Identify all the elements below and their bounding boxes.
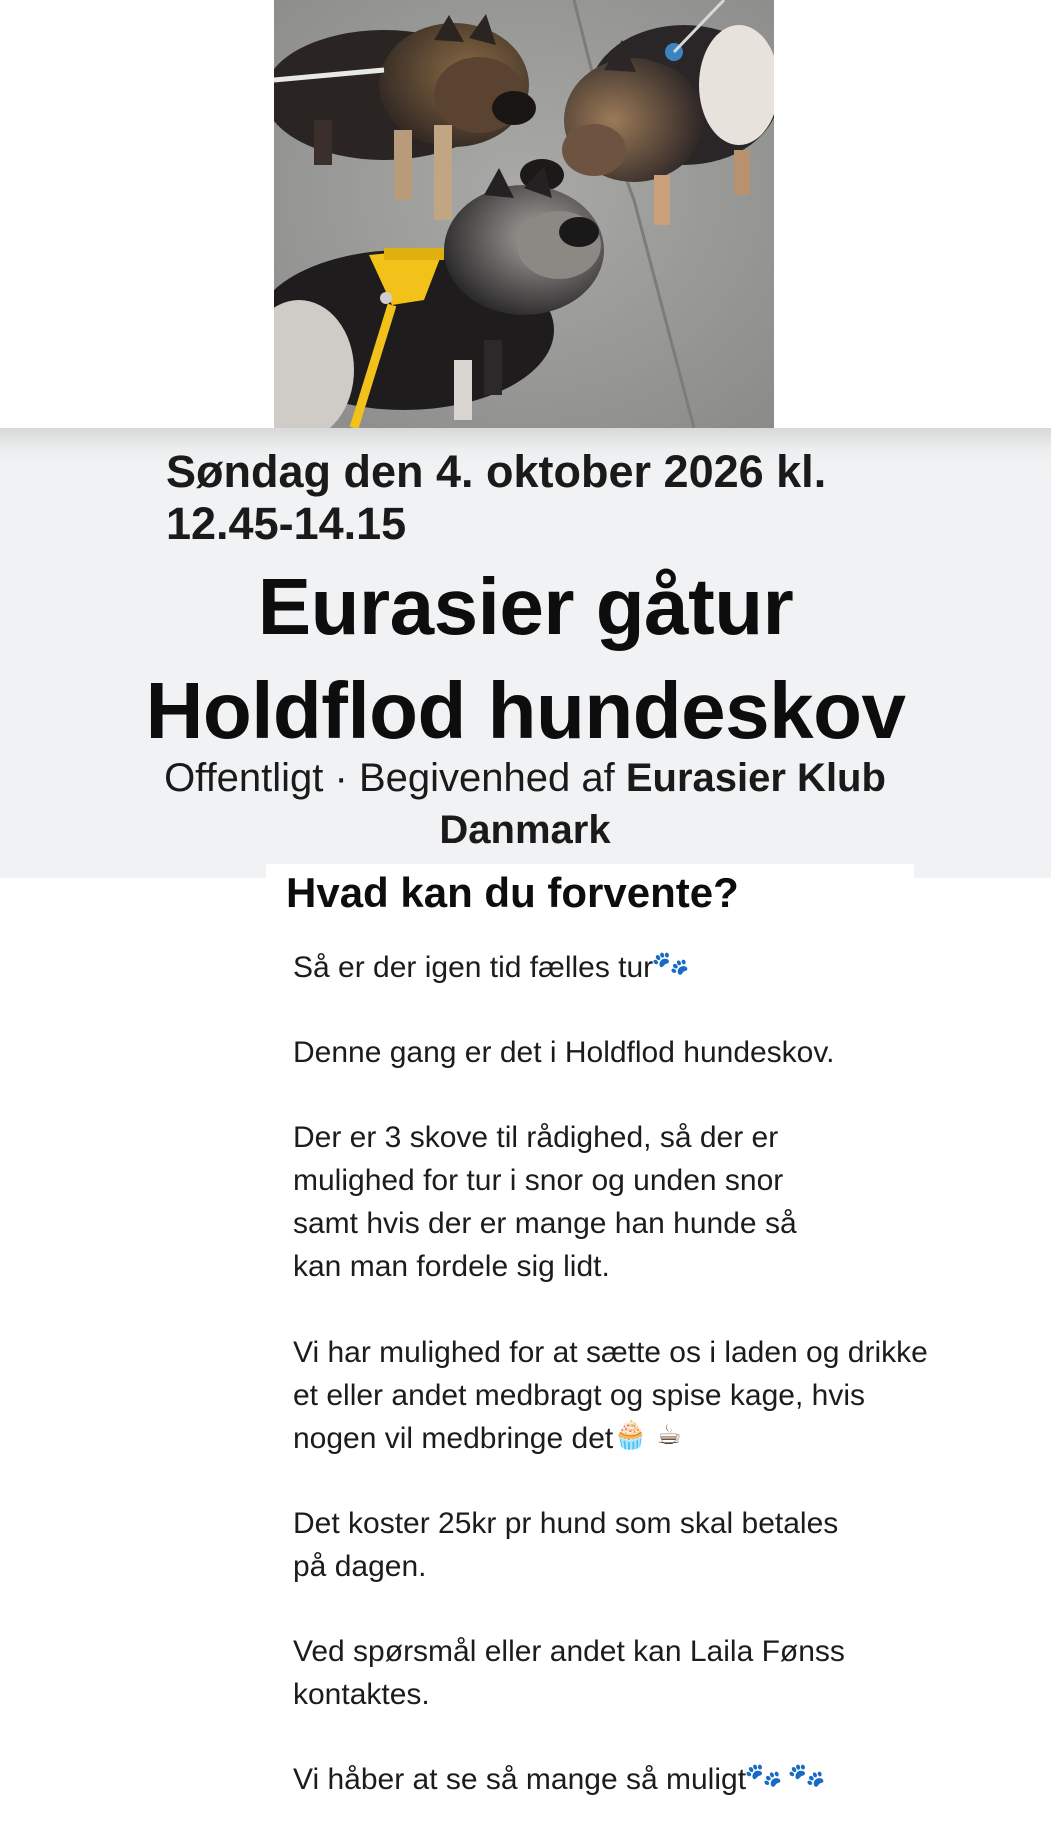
meta-separator: · <box>323 756 359 800</box>
description-paragraph-3: Der er 3 skove til rådighed, så der er mulighed for tur i snor og unden snor samt hvis der er mange han hunde så kan man fordele sig lidt. <box>293 1121 797 1283</box>
description-text-4: Vi har mulighed for at sætte os i laden og drikke et eller andet medbragt og spise kage, hvis nogen vil medbringe det <box>293 1336 928 1455</box>
paw-prints-icon: 🐾 <box>784 1754 829 1797</box>
dogs-photo-illustration <box>274 0 774 428</box>
paw-prints-icon: 🐾 <box>741 1754 786 1797</box>
event-title <box>0 555 1051 763</box>
description-paragraph-1 <box>293 942 933 989</box>
description-text-7: Vi håber at se så mange så muligt <box>293 1763 747 1796</box>
event-date-time: Søndag den 4. oktober 2026 kl. 12.45-14.15 <box>166 446 827 549</box>
cupcake-icon: 🧁 <box>613 1418 649 1451</box>
event-title-line1: Eurasier gåtur <box>257 562 794 651</box>
event-cover-photo[interactable] <box>274 0 774 428</box>
organizer-link[interactable]: Eurasier Klub Danmark <box>439 756 886 852</box>
coffee-icon: ☕ <box>656 1418 682 1451</box>
description-paragraph-7 <box>293 1754 933 1801</box>
description-text-1: Så er der igen tid fælles tur <box>293 951 654 984</box>
event-meta <box>80 752 970 856</box>
event-title-line2: Holdflod hundeskov <box>145 666 906 755</box>
event-visibility: Offentligt <box>164 756 324 800</box>
description-heading: Hvad kan du forvente? <box>286 869 739 916</box>
description-paragraph-4 <box>293 1331 933 1460</box>
description-paragraph-5: Det koster 25kr pr hund som skal betales på dagen. <box>293 1507 839 1583</box>
organizer-prefix: Begivenhed af <box>358 756 626 800</box>
paw-prints-icon: 🐾 <box>648 942 693 985</box>
description-paragraph-6: Ved spørsmål eller andet kan Laila Fønss kontaktes. <box>293 1635 845 1711</box>
description-paragraph-2: Denne gang er det i Holdflod hundeskov. <box>293 1036 835 1069</box>
